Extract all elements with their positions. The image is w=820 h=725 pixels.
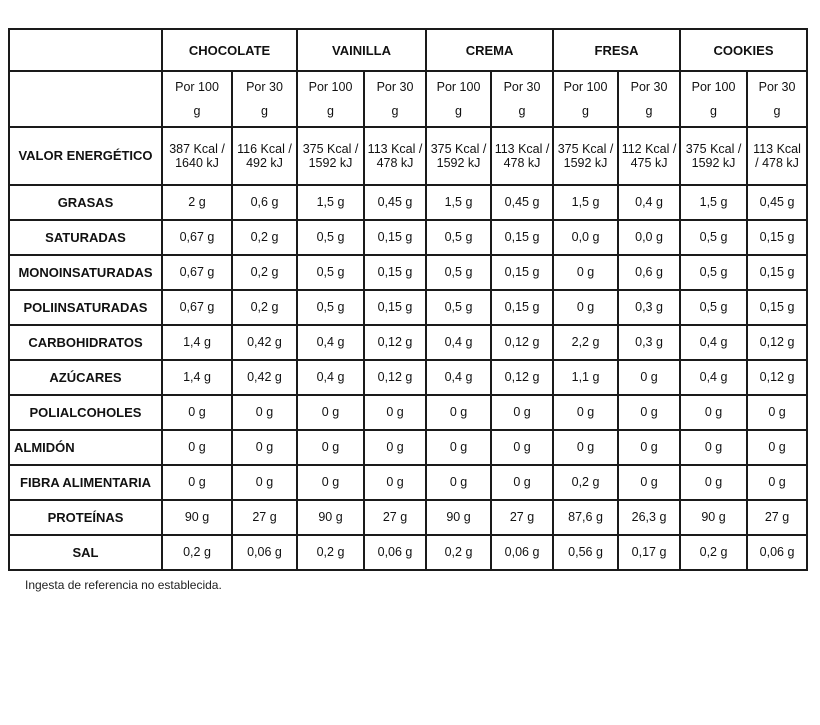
serving-amount: Por 30 [758, 80, 796, 94]
serving-amount: Por 100 [691, 80, 736, 94]
serving-header-per100 [680, 71, 747, 127]
table-cell: 0 g [680, 465, 747, 500]
table-cell: 0,5 g [297, 220, 364, 255]
table-cell: 0 g [618, 360, 680, 395]
serving-header-per30 [232, 71, 297, 127]
table-cell: 0 g [553, 430, 618, 465]
table-cell: 2 g [162, 185, 232, 220]
table-cell: 0,06 g [747, 535, 807, 570]
table-cell: 113 Kcal / 478 kJ [364, 127, 426, 185]
table-cell: 0 g [364, 430, 426, 465]
table-cell: 0,12 g [364, 360, 426, 395]
table-row [9, 290, 807, 325]
serving-amount: Por 100 [308, 80, 353, 94]
table-cell: 1,1 g [553, 360, 618, 395]
product-header-cookies: COOKIES [680, 29, 807, 71]
table-cell: 0,15 g [364, 220, 426, 255]
table-cell: 0,15 g [747, 220, 807, 255]
table-cell: 1,5 g [553, 185, 618, 220]
table-cell: 0,06 g [491, 535, 553, 570]
table-cell: 90 g [426, 500, 491, 535]
table-cell: 0 g [426, 430, 491, 465]
table-cell: 0 g [553, 290, 618, 325]
table-cell: 26,3 g [618, 500, 680, 535]
table-cell: 0,6 g [618, 255, 680, 290]
table-cell: 90 g [680, 500, 747, 535]
table-cell: 90 g [297, 500, 364, 535]
serving-unit: g [582, 104, 589, 118]
table-cell: 112 Kcal / 475 kJ [618, 127, 680, 185]
table-cell: 0,67 g [162, 255, 232, 290]
table-cell: 87,6 g [553, 500, 618, 535]
table-cell: 0,4 g [297, 360, 364, 395]
table-cell: 0,0 g [618, 220, 680, 255]
table-cell: 0,5 g [297, 290, 364, 325]
serving-unit: g [518, 104, 526, 118]
table-cell: 90 g [162, 500, 232, 535]
table-cell: 0,12 g [491, 360, 553, 395]
table-cell: 0 g [297, 465, 364, 500]
table-cell: 0,15 g [747, 290, 807, 325]
table-cell: 0,5 g [297, 255, 364, 290]
serving-header-per100 [297, 71, 364, 127]
table-cell: 0,06 g [364, 535, 426, 570]
table-cell: 0,06 g [232, 535, 297, 570]
table-cell: 0,2 g [680, 535, 747, 570]
table-cell: 0 g [162, 465, 232, 500]
table-cell: 0 g [162, 430, 232, 465]
table-cell: 0,4 g [297, 325, 364, 360]
serving-unit: g [391, 104, 399, 118]
table-cell: 0 g [364, 465, 426, 500]
table-cell: 375 Kcal / 1592 kJ [426, 127, 491, 185]
table-cell: 0 g [747, 395, 807, 430]
footnote: Ingesta de referencia no establecida. [25, 578, 222, 592]
table-cell: 0 g [747, 430, 807, 465]
serving-amount: Por 100 [563, 80, 608, 94]
table-cell: 375 Kcal / 1592 kJ [553, 127, 618, 185]
table-row [9, 185, 807, 220]
table-cell: 0,2 g [297, 535, 364, 570]
nutrient-label: VALOR ENERGÉTICO [9, 127, 162, 185]
nutrient-label: FIBRA ALIMENTARIA [9, 465, 162, 500]
table-cell: 0,42 g [232, 325, 297, 360]
serving-unit: g [193, 104, 201, 118]
table-cell: 0,12 g [747, 360, 807, 395]
nutrient-label: PROTEÍNAS [9, 500, 162, 535]
table-row [9, 325, 807, 360]
nutrient-label: CARBOHIDRATOS [9, 325, 162, 360]
nutrition-table [8, 28, 808, 571]
nutrition-table-body [9, 29, 807, 570]
table-row [9, 255, 807, 290]
table-cell: 0,5 g [680, 290, 747, 325]
table-row [9, 465, 807, 500]
table-cell: 375 Kcal / 1592 kJ [297, 127, 364, 185]
table-cell: 1,4 g [162, 360, 232, 395]
table-cell: 0,2 g [553, 465, 618, 500]
table-cell: 0,5 g [426, 220, 491, 255]
table-cell: 0 g [747, 465, 807, 500]
table-cell: 0 g [232, 430, 297, 465]
nutrient-label: AZÚCARES [9, 360, 162, 395]
serving-header-per30 [364, 71, 426, 127]
table-cell: 0,45 g [364, 185, 426, 220]
product-header-vainilla: VAINILLA [297, 29, 426, 71]
nutrient-label: SATURADAS [9, 220, 162, 255]
table-cell: 387 Kcal / 1640 kJ [162, 127, 232, 185]
serving-amount: Por 30 [503, 80, 541, 94]
serving-unit: g [645, 104, 653, 118]
serving-header-per30 [618, 71, 680, 127]
table-cell: 0 g [553, 395, 618, 430]
table-cell: 0,56 g [553, 535, 618, 570]
serving-header-row [9, 71, 807, 127]
serving-header-per100 [553, 71, 618, 127]
table-cell: 0,3 g [618, 325, 680, 360]
table-cell: 0 g [364, 395, 426, 430]
serving-amount: Por 30 [376, 80, 414, 94]
table-cell: 116 Kcal / 492 kJ [232, 127, 297, 185]
table-cell: 0,6 g [232, 185, 297, 220]
serving-unit: g [261, 104, 268, 118]
table-cell: 0 g [491, 430, 553, 465]
table-cell: 0,5 g [426, 290, 491, 325]
table-cell: 113 Kcal / 478 kJ [747, 127, 807, 185]
product-header-chocolate: CHOCOLATE [162, 29, 297, 71]
serving-amount: Por 30 [630, 80, 668, 94]
nutrient-label: POLIALCOHOLES [9, 395, 162, 430]
table-cell: 0,15 g [747, 255, 807, 290]
table-cell: 0,45 g [747, 185, 807, 220]
nutrient-label: ALMIDÓN [9, 430, 162, 465]
serving-unit: g [710, 104, 717, 118]
table-cell: 0,2 g [162, 535, 232, 570]
table-cell: 27 g [747, 500, 807, 535]
table-cell: 0,15 g [491, 220, 553, 255]
table-cell: 0 g [297, 430, 364, 465]
table-cell: 0,2 g [426, 535, 491, 570]
table-cell: 2,2 g [553, 325, 618, 360]
table-cell: 0,17 g [618, 535, 680, 570]
table-cell: 0,12 g [364, 325, 426, 360]
nutrient-label: SAL [9, 535, 162, 570]
table-cell: 0,45 g [491, 185, 553, 220]
table-cell: 0 g [162, 395, 232, 430]
table-cell: 113 Kcal / 478 kJ [491, 127, 553, 185]
table-cell: 0 g [232, 395, 297, 430]
table-row [9, 395, 807, 430]
table-cell: 0,2 g [232, 255, 297, 290]
table-cell: 1,5 g [297, 185, 364, 220]
table-row [9, 220, 807, 255]
table-cell: 0 g [553, 255, 618, 290]
nutrient-label: GRASAS [9, 185, 162, 220]
serving-amount: Por 30 [246, 80, 283, 94]
table-row [9, 535, 807, 570]
table-cell: 0,4 g [618, 185, 680, 220]
table-row [9, 430, 807, 465]
serving-unit: g [327, 104, 334, 118]
table-cell: 0,67 g [162, 290, 232, 325]
table-cell: 0,15 g [364, 290, 426, 325]
table-cell: 0,67 g [162, 220, 232, 255]
table-cell: 0,4 g [426, 360, 491, 395]
nutrient-label: POLIINSATURADAS [9, 290, 162, 325]
table-cell: 375 Kcal / 1592 kJ [680, 127, 747, 185]
table-cell: 0,12 g [747, 325, 807, 360]
corner-cell [9, 29, 162, 71]
table-cell: 0,2 g [232, 290, 297, 325]
table-cell: 0 g [618, 395, 680, 430]
table-cell: 0 g [618, 465, 680, 500]
product-header-row [9, 29, 807, 71]
table-cell: 0 g [426, 395, 491, 430]
serving-unit: g [455, 104, 462, 118]
table-cell: 1,4 g [162, 325, 232, 360]
nutrient-label: MONOINSATURADAS [9, 255, 162, 290]
product-header-fresa: FRESA [553, 29, 680, 71]
serving-header-per30 [747, 71, 807, 127]
table-cell: 0 g [680, 430, 747, 465]
table-cell: 0,42 g [232, 360, 297, 395]
table-cell: 0,5 g [426, 255, 491, 290]
table-cell: 0,4 g [680, 360, 747, 395]
table-cell: 27 g [232, 500, 297, 535]
table-cell: 1,5 g [426, 185, 491, 220]
table-cell: 0 g [618, 430, 680, 465]
table-cell: 0,5 g [680, 255, 747, 290]
table-cell: 0,12 g [491, 325, 553, 360]
serving-header-per100 [162, 71, 232, 127]
table-cell: 0,2 g [232, 220, 297, 255]
table-cell: 0,15 g [491, 255, 553, 290]
nutrition-table-container [8, 28, 808, 571]
table-cell: 1,5 g [680, 185, 747, 220]
product-header-crema: CREMA [426, 29, 553, 71]
table-cell: 0 g [426, 465, 491, 500]
table-cell: 0,15 g [364, 255, 426, 290]
table-cell: 0,4 g [426, 325, 491, 360]
table-cell: 0,4 g [680, 325, 747, 360]
table-cell: 27 g [491, 500, 553, 535]
table-cell: 0 g [491, 465, 553, 500]
table-cell: 0 g [680, 395, 747, 430]
table-cell: 0,3 g [618, 290, 680, 325]
table-cell: 0,0 g [553, 220, 618, 255]
table-row [9, 500, 807, 535]
table-cell: 0,15 g [491, 290, 553, 325]
table-cell: 27 g [364, 500, 426, 535]
table-cell: 0,5 g [680, 220, 747, 255]
table-row [9, 127, 807, 185]
serving-amount: Por 100 [436, 80, 481, 94]
serving-amount: Por 100 [175, 80, 219, 94]
table-cell: 0 g [491, 395, 553, 430]
corner-cell [9, 71, 162, 127]
serving-unit: g [773, 104, 781, 118]
serving-header-per30 [491, 71, 553, 127]
serving-header-per100 [426, 71, 491, 127]
table-cell: 0 g [232, 465, 297, 500]
table-cell: 0 g [297, 395, 364, 430]
table-row [9, 360, 807, 395]
